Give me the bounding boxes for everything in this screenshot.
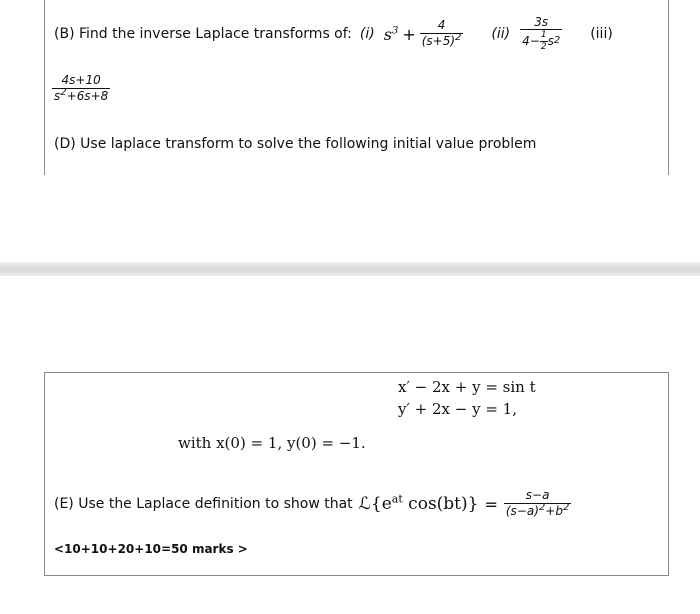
page-gap-divider — [0, 262, 700, 276]
part-d-label: (D) Use laplace transform to solve the following initial value problem — [54, 136, 537, 152]
frame-top-right-border — [668, 0, 669, 175]
part-d-equation-1: x′ − 2x + y = sin t — [398, 378, 536, 396]
frame-bottom-bottom-border — [44, 575, 669, 576]
part-e-label: (E) Use the Laplace definition to show that — [54, 496, 353, 512]
part-b-iii-fraction: $\frac{4s+10}{s^2+6s+8}$ — [54, 73, 109, 103]
part-b-i-fraction: $\frac{4}{(s+5)^2}$ — [421, 18, 462, 49]
frame-top-left-border — [44, 0, 45, 175]
part-b-label: (B) Find the inverse Laplace transforms of: — [54, 26, 352, 42]
part-b-line — [54, 12, 613, 56]
part-b-i-plus: + — [402, 24, 416, 44]
part-b-ii-fraction: 3s 4− $\frac{1}{2}$ s 2 — [522, 14, 561, 52]
part-b-i-marker: (i) — [359, 26, 375, 42]
part-d-equation-2: y′ + 2x − y = 1, — [398, 400, 517, 418]
frame-bottom-top-border — [44, 372, 669, 373]
part-b-i-term: $s^3$ — [383, 24, 399, 44]
part-e-line — [54, 480, 571, 528]
part-e-lhs: $ℒ\{e^{at}$ cos(bt)} — [358, 492, 479, 514]
part-b-iii-marker: (iii) — [590, 26, 613, 42]
part-b-ii-marker: (ii) — [491, 26, 511, 42]
frame-bottom-left-border — [44, 372, 45, 576]
marks-total: <10+10+20+10=50 marks > — [54, 542, 248, 556]
part-d-initial-conditions: with x(0) = 1, y(0) = −1. — [178, 434, 366, 452]
part-e-rhs-fraction: $\frac{s-a}{(s-a)^2+b^2}$ — [505, 488, 570, 519]
frame-bottom-right-border — [668, 372, 669, 576]
part-e-equals: = — [484, 494, 498, 514]
